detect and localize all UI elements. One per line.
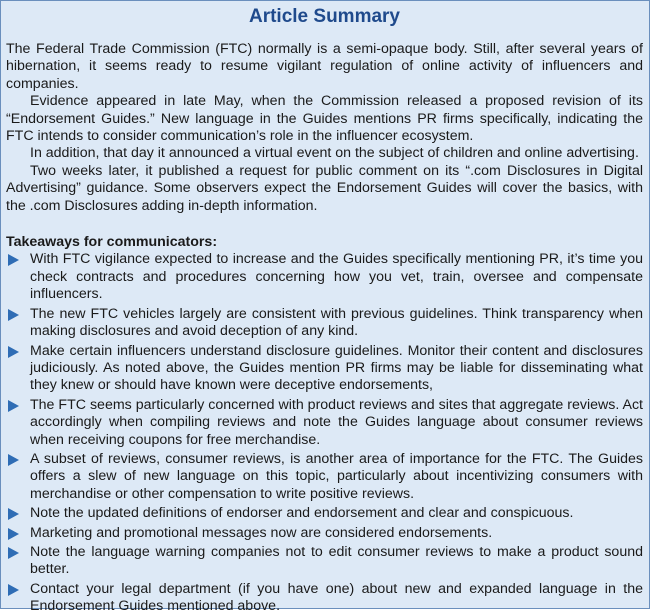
triangle-right-icon (8, 547, 19, 559)
list-item (6, 525, 643, 542)
paragraph-virtual-event: In addition, that day it announced a virtual event on the subject of children and online advertising. (30, 145, 639, 162)
triangle-right-icon (8, 528, 19, 540)
list-item-text: A subset of reviews, consumer reviews, is another area of importance for the FTC. The Guides offers a slew of new language on this topic, particularly about incentivizing consumers with merchandise or other compensation to write positive reviews. (30, 450, 643, 502)
list-item (6, 581, 643, 616)
triangle-right-icon (8, 254, 19, 266)
takeaways-list (6, 251, 643, 615)
list-item-text: Note the updated definitions of endorser and endorsement and clear and conspicuous. (30, 505, 574, 522)
list-item-text: The FTC seems particularly concerned with product reviews and sites that aggregate reviews. Act accordingly when compiling reviews and note the Guides language about consumer reviews when receiving coupons for free merchandise. (30, 396, 643, 448)
triangle-right-icon (8, 346, 19, 358)
paragraph-public-comment: Two weeks later, it published a request for public comment on its “.com Disclosures in Digital Advertising” guidance. Some observers expect the Endorsement Guides will cover the basics, with the .com Disclosures adding in-depth information. (6, 162, 643, 214)
triangle-right-icon (8, 454, 19, 466)
paragraph-evidence: Evidence appeared in late May, when the Commission released a proposed revision of its “Endorsement Guides.” New language in the Guides mentions PR firms specifically, indicating the FTC intends to consider communication’s role in the influencer ecosystem. (6, 93, 643, 145)
list-item-text: Marketing and promotional messages now are considered endorsements. (30, 524, 493, 541)
triangle-right-icon (8, 584, 19, 596)
list-item (6, 544, 643, 579)
list-item (6, 306, 643, 341)
list-item-text: The new FTC vehicles largely are consistent with previous guidelines. Think transparency when making disclosures and avoid deception of any kind. (30, 305, 643, 340)
takeaways-heading: Takeaways for communicators: (6, 234, 218, 251)
triangle-right-icon (8, 400, 19, 412)
summary-title: Article Summary (248, 6, 400, 27)
list-item-text: Note the language warning companies not to edit consumer reviews to make a product sound better. (30, 543, 643, 578)
triangle-right-icon (8, 508, 19, 520)
list-item-text: With FTC vigilance expected to increase and the Guides specifically mentioning PR, it’s time you check contracts and procedures concerning how you vet, train, oversee and compensate influencers. (30, 251, 643, 303)
list-item-text: Make certain influencers understand disclosure guidelines. Monitor their content and disclosures judiciously. As noted above, the Guides mention PR firms may be liable for disseminating what they knew or should have known were deceptive endorsements, (30, 342, 643, 394)
list-item (6, 505, 643, 522)
paragraph-intro: The Federal Trade Commission (FTC) normally is a semi-opaque body. Still, after several years of hibernation, it seems ready to resume vigilant regulation of online activity of influencers and companies. (6, 41, 643, 92)
list-item-text: Contact your legal department (if you have one) about new and expanded language in the Endorsement Guides mentioned above. (30, 580, 643, 615)
list-item (6, 251, 643, 303)
list-item (6, 397, 643, 449)
list-item (6, 343, 643, 395)
triangle-right-icon (8, 309, 19, 321)
list-item (6, 451, 643, 503)
